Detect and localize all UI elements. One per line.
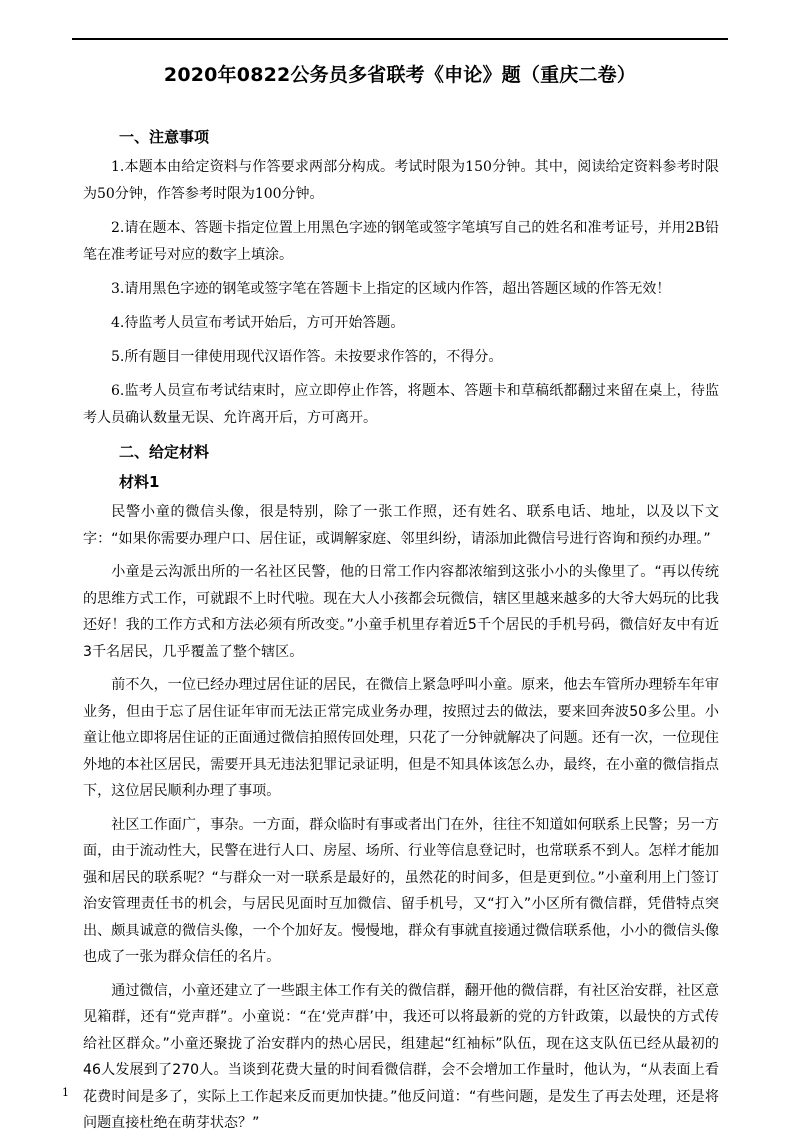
section-heading-notice: 一、注意事项 (119, 128, 210, 146)
notice-item-1: 1.本题本由给定资料与作答要求两部分构成。考试时限为150分钟。其中，阅读给定资料参考时限为50分钟，作答参考时限为100分钟。 (83, 159, 719, 202)
section-heading-materials: 二、给定材料 (119, 443, 210, 461)
header-rule (72, 38, 728, 40)
material-paragraph-4: 社区工作面广，事杂。一方面，群众临时有事或者出门在外，往往不知道如何联系上民警；另一方面，由于流动性大，民警在进行人口、房屋、场所、行业等信息登记时，也常联系不到人。怎样才能加强和居民的联系呢？“与群众一对一联系是最好的，虽然花的时间多，但是更到位。”小童利用上门签订治安管理责任书的机会，与居民见面时互加微信、留手机号，又“打入”小区所有微信群，凭借特点突出、颇具诚意的微信头像，一个个加好友。慢慢地，群众有事就直接通过微信联系他，小小的微信头像也成了一张为群众信任的名片。 (83, 816, 719, 965)
material-label: 材料1 (119, 473, 160, 491)
material-paragraph-2: 小童是云沟派出所的一名社区民警，他的日常工作内容都浓缩到这张小小的头像里了。“再以传统的思维方式工作，可就跟不上时代啦。现在大人小孩都会玩微信，辖区里越来越多的大爷大妈玩的比我还好！我的工作方式和方法必须有所改变。”小童手机里存着近5千个居民的手机号码，微信好友中有近3千名居民，几乎覆盖了整个辖区。 (83, 564, 719, 660)
notice-item-3: 3.请用黑色字迹的钢笔或签字笔在答题卡上指定的区域内作答，超出答题区域的作答无效！ (111, 281, 671, 297)
page-title: 2020年0822公务员多省联考《申论》题（重庆二卷） (163, 64, 637, 86)
material-paragraph-1: 民警小童的微信头像，很是特别，除了一张工作照，还有姓名、联系电话、地址，以及以下文字：“如果你需要办理户口、居住证，或调解家庭、邻里纠纷，请添加此微信号进行咨询和预约办理。” (83, 504, 719, 547)
notice-item-4: 4.待监考人员宣布考试开始后，方可开始答题。 (111, 315, 405, 331)
document-body (83, 124, 719, 1144)
notice-item-6: 6.监考人员宣布考试结束时，应立即停止作答，将题本、答题卡和草稿纸都翻过来留在桌上，待监考人员确认数量无误、允许离开后，方可离开。 (83, 383, 719, 426)
page-number: 1 (62, 1086, 69, 1099)
notice-item-5: 5.所有题目一律使用现代汉语作答。未按要求作答的，不得分。 (111, 349, 503, 365)
material-paragraph-5: 通过微信，小童还建立了一些跟主体工作有关的微信群，翻开他的微信群，有社区治安群，社区意见箱群，还有“党声群”。小童说：“在‘党声群’中，我还可以将最新的党的方针政策，以最快的方式传给社区群众。”小童还聚拢了治安群内的热心居民，组建起“红袖标”队伍，现在这支队伍已经从最初的46人发展到了270人。当谈到花费大量的时间看微信群，会不会增加工作量时，他认为，“从表面上看花费时间是多了，实际上工作起来反而更加快捷。”他反问道：“有些问题，是发生了再去处理，还是将问题直接杜绝在萌芽状态？” (83, 982, 719, 1131)
material-paragraph-3: 前不久，一位已经办理过居住证的居民，在微信上紧急呼叫小童。原来，他去车管所办理轿车年审业务，但由于忘了居住证年审而无法正常完成业务办理，按照过去的做法，要来回奔波50多公里。小童让他立即将居住证的正面通过微信拍照传回处理，只花了一分钟就解决了问题。还有一次，一位现住外地的本社区居民，需要开具无违法犯罪记录证明，但是不知具体该怎么办，最终，在小童的微信指点下，这位居民顺利办理了事项。 (83, 677, 719, 799)
notice-item-2: 2.请在题本、答题卡指定位置上用黑色字迹的钢笔或签字笔填写自己的姓名和准考证号，并用2B铅笔在准考证号对应的数字上填涂。 (83, 220, 719, 263)
